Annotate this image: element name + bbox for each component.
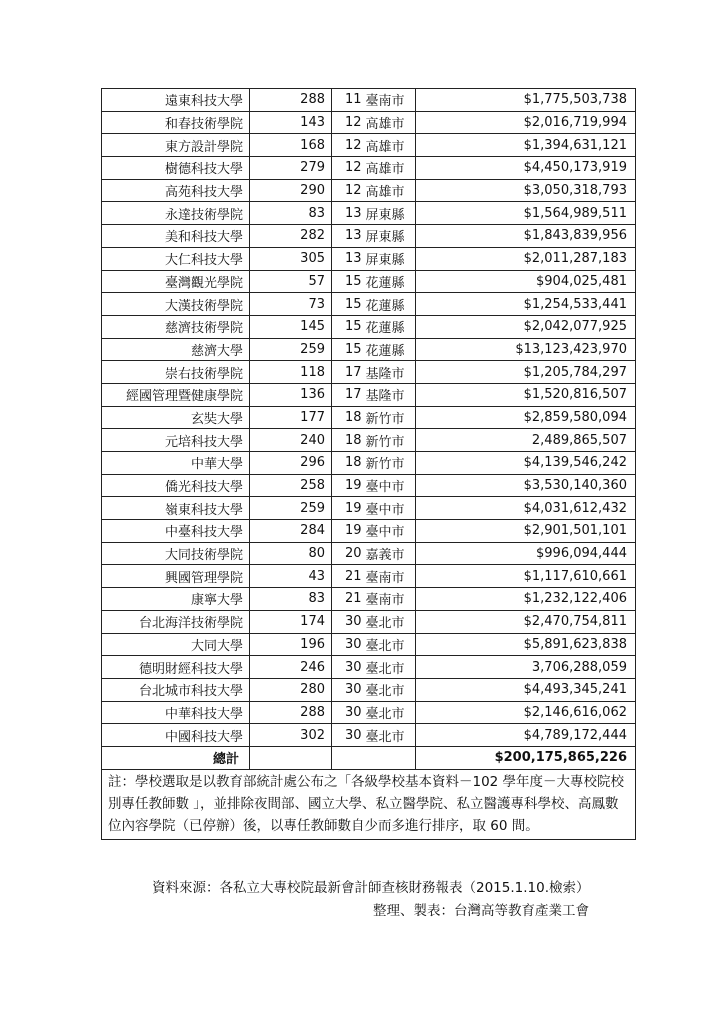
region-code-cell: 17 — [332, 383, 364, 406]
school-name-cell: 中臺科技大學 — [102, 520, 250, 543]
table-body — [102, 89, 636, 747]
school-name-cell: 大同大學 — [102, 633, 250, 656]
region-code-cell: 13 — [332, 225, 364, 248]
table-row — [102, 89, 636, 112]
city-cell: 臺北市 — [364, 724, 416, 747]
note-row — [102, 769, 636, 839]
school-name-cell: 東方設計學院 — [102, 134, 250, 157]
teacher-count-cell: 177 — [250, 406, 332, 429]
region-code-cell: 18 — [332, 452, 364, 475]
table-row — [102, 542, 636, 565]
school-name-cell: 大同技術學院 — [102, 542, 250, 565]
amount-cell: $2,016,719,994 — [416, 111, 636, 134]
region-code-cell: 13 — [332, 202, 364, 225]
teacher-count-cell: 240 — [250, 429, 332, 452]
city-cell: 臺中市 — [364, 497, 416, 520]
amount-cell: $4,493,345,241 — [416, 678, 636, 701]
city-cell: 臺北市 — [364, 633, 416, 656]
teacher-count-cell: 259 — [250, 497, 332, 520]
school-name-cell: 大仁科技大學 — [102, 247, 250, 270]
city-cell: 臺北市 — [364, 678, 416, 701]
table-row — [102, 179, 636, 202]
teacher-count-cell: 288 — [250, 89, 332, 112]
region-code-cell: 18 — [332, 429, 364, 452]
city-cell: 臺南市 — [364, 89, 416, 112]
amount-cell: $5,891,623,838 — [416, 633, 636, 656]
amount-cell: $1,843,839,956 — [416, 225, 636, 248]
table-row — [102, 633, 636, 656]
amount-cell: $1,520,816,507 — [416, 383, 636, 406]
teacher-count-cell: 83 — [250, 202, 332, 225]
amount-cell: $996,094,444 — [416, 542, 636, 565]
school-name-cell: 台北城市科技大學 — [102, 678, 250, 701]
teacher-count-cell: 118 — [250, 361, 332, 384]
amount-cell: $3,050,318,793 — [416, 179, 636, 202]
school-name-cell: 高苑科技大學 — [102, 179, 250, 202]
total-empty-cell — [250, 746, 332, 769]
teacher-count-cell: 73 — [250, 293, 332, 316]
school-name-cell: 中華科技大學 — [102, 701, 250, 724]
table-row — [102, 111, 636, 134]
teacher-count-cell: 282 — [250, 225, 332, 248]
teacher-count-cell: 174 — [250, 610, 332, 633]
city-cell: 臺北市 — [364, 656, 416, 679]
region-code-cell: 15 — [332, 293, 364, 316]
teacher-count-cell: 302 — [250, 724, 332, 747]
school-name-cell: 和春技術學院 — [102, 111, 250, 134]
region-code-cell: 15 — [332, 315, 364, 338]
amount-cell: $1,394,631,121 — [416, 134, 636, 157]
city-cell: 花蓮縣 — [364, 338, 416, 361]
region-code-cell: 30 — [332, 724, 364, 747]
teacher-count-cell: 43 — [250, 565, 332, 588]
amount-cell: $1,117,610,661 — [416, 565, 636, 588]
city-cell: 新竹市 — [364, 406, 416, 429]
city-cell: 臺南市 — [364, 588, 416, 611]
region-code-cell: 19 — [332, 474, 364, 497]
region-code-cell: 30 — [332, 633, 364, 656]
table-row — [102, 383, 636, 406]
region-code-cell: 18 — [332, 406, 364, 429]
amount-cell: $3,530,140,360 — [416, 474, 636, 497]
school-name-cell: 中國科技大學 — [102, 724, 250, 747]
teacher-count-cell: 279 — [250, 157, 332, 180]
amount-cell: $1,254,533,441 — [416, 293, 636, 316]
data-source-text: 資料來源：各私立大專校院最新會計師查核財務報表（2015.1.10.檢索） — [152, 880, 590, 896]
table-row — [102, 452, 636, 475]
teacher-count-cell: 136 — [250, 383, 332, 406]
school-name-cell: 經國管理暨健康學院 — [102, 383, 250, 406]
teacher-count-cell: 143 — [250, 111, 332, 134]
total-row — [102, 746, 636, 769]
teacher-count-cell: 280 — [250, 678, 332, 701]
table-row — [102, 520, 636, 543]
note-text: 註：學校選取是以教育部統計處公布之「各級學校基本資料－102 學年度－大專校院校別專任教師數 」，並排除夜間部、國立大學、私立醫學院、私立醫護專科學校、高鳳數位內容學院（已停辦）後，以專任教師數自少而多進行排序，取 60 間。 — [102, 769, 636, 839]
city-cell: 高雄市 — [364, 134, 416, 157]
amount-cell: $1,232,122,406 — [416, 588, 636, 611]
amount-cell: 3,706,288,059 — [416, 656, 636, 679]
teacher-count-cell: 259 — [250, 338, 332, 361]
credit-text: 整理、製表：台灣高等教育產業工會 — [373, 903, 589, 919]
city-cell: 基隆市 — [364, 361, 416, 384]
region-code-cell: 15 — [332, 338, 364, 361]
region-code-cell: 12 — [332, 157, 364, 180]
amount-cell: $2,859,580,094 — [416, 406, 636, 429]
city-cell: 新竹市 — [364, 452, 416, 475]
amount-cell: $1,775,503,738 — [416, 89, 636, 112]
teacher-count-cell: 196 — [250, 633, 332, 656]
amount-cell: $2,042,077,925 — [416, 315, 636, 338]
city-cell: 花蓮縣 — [364, 315, 416, 338]
region-code-cell: 15 — [332, 270, 364, 293]
teacher-count-cell: 290 — [250, 179, 332, 202]
school-name-cell: 遠東科技大學 — [102, 89, 250, 112]
region-code-cell: 30 — [332, 656, 364, 679]
table-row — [102, 270, 636, 293]
city-cell: 臺北市 — [364, 701, 416, 724]
total-empty-cell — [332, 746, 416, 769]
table-row — [102, 429, 636, 452]
teacher-count-cell: 145 — [250, 315, 332, 338]
total-amount: $200,175,865,226 — [416, 746, 636, 769]
school-name-cell: 樹德科技大學 — [102, 157, 250, 180]
amount-cell: $2,901,501,101 — [416, 520, 636, 543]
total-label: 總計 — [102, 746, 250, 769]
amount-cell: 2,489,865,507 — [416, 429, 636, 452]
city-cell: 屏東縣 — [364, 225, 416, 248]
teacher-count-cell: 168 — [250, 134, 332, 157]
teacher-count-cell: 80 — [250, 542, 332, 565]
city-cell: 新竹市 — [364, 429, 416, 452]
school-name-cell: 德明財經科技大學 — [102, 656, 250, 679]
table-row — [102, 474, 636, 497]
teacher-count-cell: 288 — [250, 701, 332, 724]
school-name-cell: 大漢技術學院 — [102, 293, 250, 316]
school-name-cell: 崇右技術學院 — [102, 361, 250, 384]
amount-cell: $2,011,287,183 — [416, 247, 636, 270]
amount-cell: $4,031,612,432 — [416, 497, 636, 520]
city-cell: 嘉義市 — [364, 542, 416, 565]
amount-cell: $13,123,423,970 — [416, 338, 636, 361]
teacher-count-cell: 246 — [250, 656, 332, 679]
city-cell: 高雄市 — [364, 111, 416, 134]
region-code-cell: 19 — [332, 497, 364, 520]
school-name-cell: 元培科技大學 — [102, 429, 250, 452]
school-name-cell: 永達技術學院 — [102, 202, 250, 225]
city-cell: 臺中市 — [364, 474, 416, 497]
table-row — [102, 361, 636, 384]
city-cell: 高雄市 — [364, 157, 416, 180]
table-row — [102, 157, 636, 180]
city-cell: 基隆市 — [364, 383, 416, 406]
amount-cell: $4,450,173,919 — [416, 157, 636, 180]
amount-cell: $904,025,481 — [416, 270, 636, 293]
table-row — [102, 724, 636, 747]
school-name-cell: 台北海洋技術學院 — [102, 610, 250, 633]
teacher-count-cell: 57 — [250, 270, 332, 293]
region-code-cell: 12 — [332, 111, 364, 134]
school-name-cell: 中華大學 — [102, 452, 250, 475]
school-name-cell: 玄奘大學 — [102, 406, 250, 429]
city-cell: 屏東縣 — [364, 202, 416, 225]
city-cell: 臺中市 — [364, 520, 416, 543]
table-row — [102, 315, 636, 338]
table-row — [102, 565, 636, 588]
table-row — [102, 588, 636, 611]
table-row — [102, 701, 636, 724]
school-name-cell: 臺灣觀光學院 — [102, 270, 250, 293]
teacher-count-cell: 258 — [250, 474, 332, 497]
teacher-count-cell: 83 — [250, 588, 332, 611]
region-code-cell: 30 — [332, 610, 364, 633]
city-cell: 高雄市 — [364, 179, 416, 202]
table-row — [102, 656, 636, 679]
table-row — [102, 247, 636, 270]
school-name-cell: 僑光科技大學 — [102, 474, 250, 497]
city-cell: 臺南市 — [364, 565, 416, 588]
amount-cell: $4,139,546,242 — [416, 452, 636, 475]
table-row — [102, 678, 636, 701]
amount-cell: $2,146,616,062 — [416, 701, 636, 724]
region-code-cell: 20 — [332, 542, 364, 565]
finance-table-page — [101, 88, 635, 840]
table-row — [102, 338, 636, 361]
school-name-cell: 嶺東科技大學 — [102, 497, 250, 520]
region-code-cell: 17 — [332, 361, 364, 384]
school-name-cell: 美和科技大學 — [102, 225, 250, 248]
table-row — [102, 497, 636, 520]
city-cell: 臺北市 — [364, 610, 416, 633]
region-code-cell: 21 — [332, 588, 364, 611]
teacher-count-cell: 305 — [250, 247, 332, 270]
table-row — [102, 406, 636, 429]
region-code-cell: 19 — [332, 520, 364, 543]
city-cell: 花蓮縣 — [364, 270, 416, 293]
table-row — [102, 225, 636, 248]
school-finance-table — [101, 88, 636, 840]
amount-cell: $2,470,754,811 — [416, 610, 636, 633]
amount-cell: $4,789,172,444 — [416, 724, 636, 747]
school-name-cell: 慈濟大學 — [102, 338, 250, 361]
region-code-cell: 30 — [332, 701, 364, 724]
school-name-cell: 興國管理學院 — [102, 565, 250, 588]
table-row — [102, 202, 636, 225]
region-code-cell: 11 — [332, 89, 364, 112]
teacher-count-cell: 284 — [250, 520, 332, 543]
amount-cell: $1,564,989,511 — [416, 202, 636, 225]
school-name-cell: 慈濟技術學院 — [102, 315, 250, 338]
region-code-cell: 12 — [332, 179, 364, 202]
region-code-cell: 12 — [332, 134, 364, 157]
region-code-cell: 13 — [332, 247, 364, 270]
table-row — [102, 293, 636, 316]
city-cell: 花蓮縣 — [364, 293, 416, 316]
table-row — [102, 610, 636, 633]
amount-cell: $1,205,784,297 — [416, 361, 636, 384]
teacher-count-cell: 296 — [250, 452, 332, 475]
region-code-cell: 21 — [332, 565, 364, 588]
school-name-cell: 康寧大學 — [102, 588, 250, 611]
region-code-cell: 30 — [332, 678, 364, 701]
table-row — [102, 134, 636, 157]
city-cell: 屏東縣 — [364, 247, 416, 270]
